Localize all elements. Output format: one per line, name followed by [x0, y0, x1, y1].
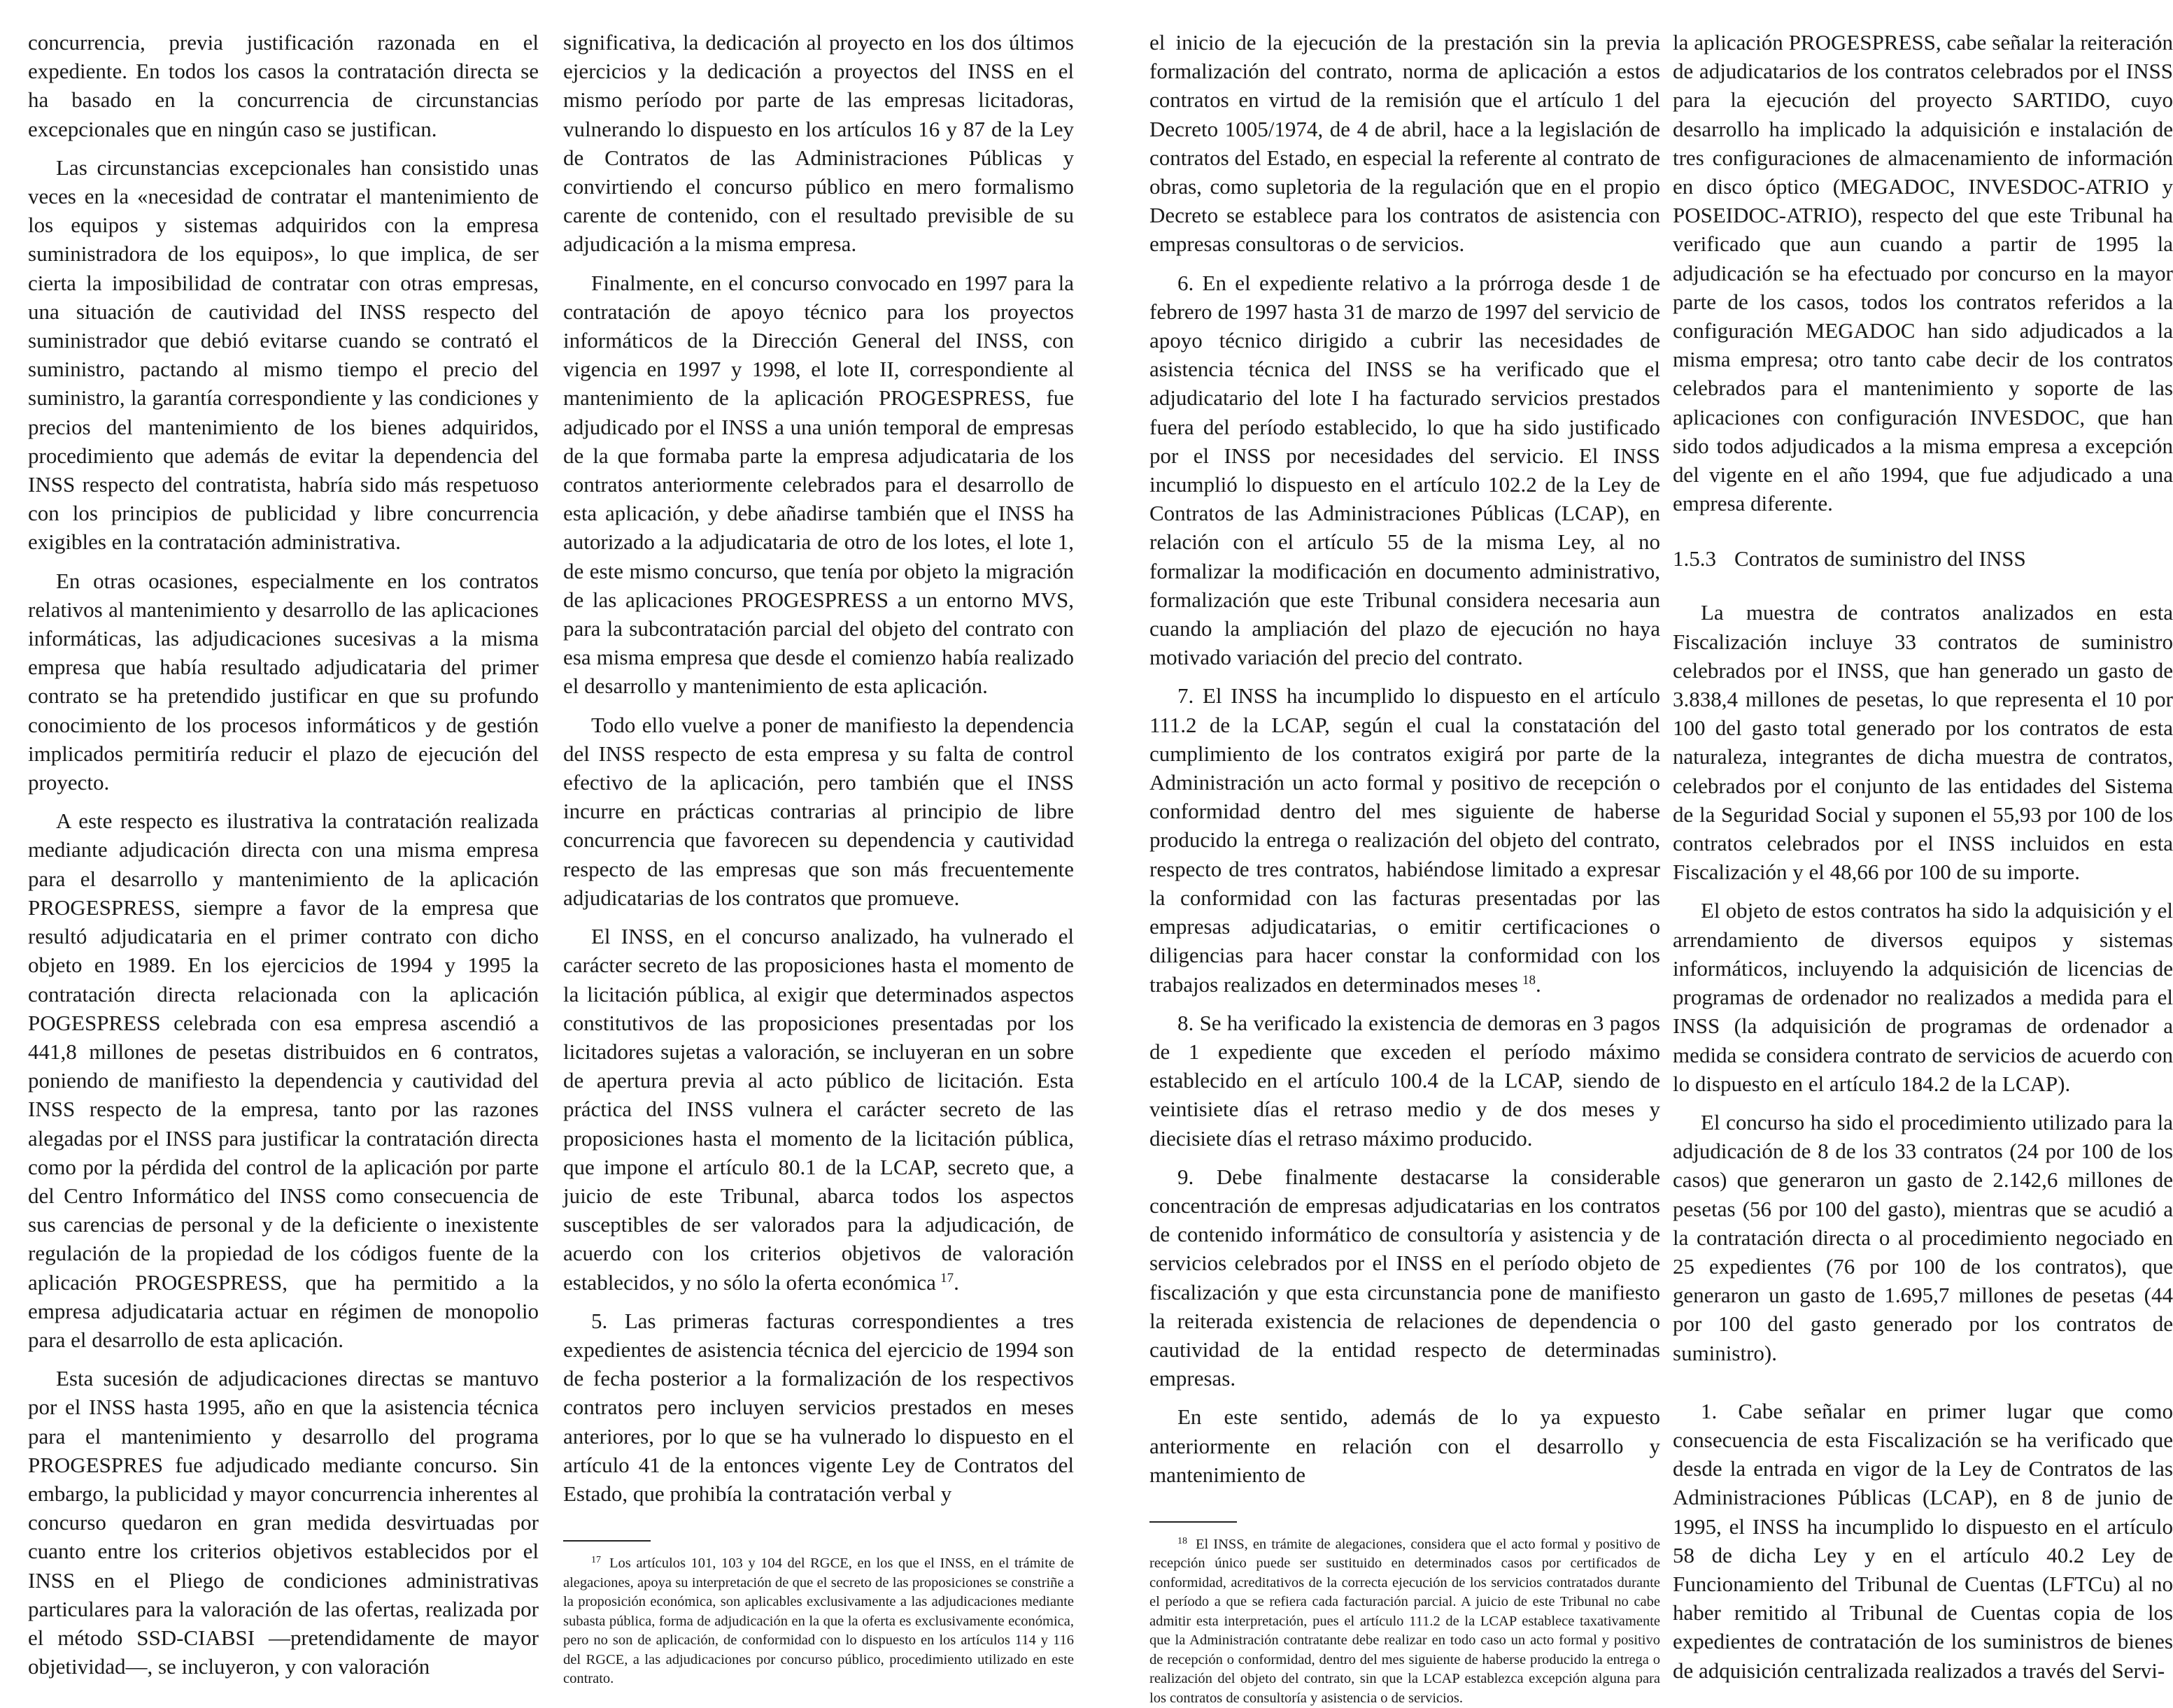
paragraph: El INSS, en el concurso analizado, ha vulnerado el carácter secreto de las proposiciones hasta el momento de la licitación pública, al exigir que determinados aspectos constitutivos de las proposiciones presentadas por los licitadores sujetas a valoración, se incluyeran en un sobre de apertura previa al acto público de licitación. Esta práctica del INSS vulnera el carácter secreto de las proposiciones hasta el momento de la licitación pública, que impone el artículo 80.1 de la LCAP, secreto que, a juicio de este Tribunal, abarca todos los aspectos susceptibles de ser valorados para la adjudicación, de acuerdo con los criterios objetivos de valoración establecidos, y no sólo la oferta económica $^{17}$.	[563, 924, 1074, 1295]
paragraph: Finalmente, en el concurso convocado en 1997 para la contratación de apoyo técnico para los proyectos informáticos de la Dirección General del INSS, con vigencia en 1997 y 1998, el lote II, correspondiente al mantenimiento de la aplicación PROGESPRESS, fue adjudicado por el INSS a una unión temporal de empresas de la que formaba parte la empresa adjudicataria de los contratos anteriormente celebrados para el desarrollo de esta aplicación, y debe añadirse también que el INSS ha autorizado a la adjudicataria de otro de los lotes, el lote 1, de este mismo concurso, que tenía por objeto la migración de las aplicaciones PROGESPRESS a un entorno MVS, para la subcontratación parcial del objeto del contrato con esa misma empresa que desde el comienzo había realizado el desarrollo y mantenimiento de esta aplicación.	[563, 270, 1074, 699]
paragraph: En este sentido, además de lo ya expuesto anteriormente en relación con el desarrollo y mantenimiento de	[1149, 1404, 1660, 1487]
paragraph: el inicio de la ejecución de la prestación sin la previa formalización del contrato, norma de aplicación a estos contratos en virtud de la remisión que el artículo 1 del Decreto 1005/1974, de 4 de abril, hace a la legislación de contratos del Estado, en especial la referente al contrato de obras, como supletoria de la regulación que en el propio Decreto se establece para los contratos de asistencia con empresas consultoras o de servicios.	[1149, 30, 1660, 257]
footnote-18	[1149, 1535, 1660, 1708]
right-page-column-1	[1149, 28, 1660, 1708]
left-page-column-2	[563, 28, 1074, 1689]
paragraph: Todo ello vuelve a poner de manifiesto la dependencia del INSS respecto de esta empresa y su falta de control efectivo de la aplicación, pero también que el INSS incurre en prácticas contrarias al principio de libre concurrencia que favorecen su dependencia y cautividad respecto de las empresas que son más frecuentemente adjudicatarias de los contratos que promueve.	[563, 712, 1074, 910]
footnote-mark: 18	[1177, 1535, 1187, 1546]
footnote-divider	[1149, 1521, 1237, 1523]
section-title: Contratos de suministro del INSS	[1734, 546, 2026, 571]
paragraph: A este respecto es ilustrativa la contratación realizada mediante adjudicación directa con una misma empresa para el desarrollo y mantenimiento de la aplicación PROGESPRESS, siempre a favor de la empresa que resultó adjudicataria en el primer contrato con dicho objeto en 1989. En los ejercicios de 1994 y 1995 la contratación directa relacionada con la aplicación POGESPRESS celebrada con esa empresa ascendió a 441,8 millones de pesetas distribuidos en 6 contratos, poniendo de manifiesto la dependencia y cautividad del INSS respecto de la empresa, tanto por las razones alegadas por el INSS para justificar la contratación directa como por la pérdida del control de la aplicación por parte del Centro Informático del INSS como consecuencia de sus carencias de personal y de la deficiente o inexistente regulación de la propiedad de los códigos fuente de la aplicación PROGESPRESS, que ha permitido a la empresa adjudicataria actuar en régimen de monopolio para el desarrollo de esta aplicación.	[28, 809, 539, 1352]
paragraph: 8. Se ha verificado la existencia de demoras en 3 pagos de 1 expediente que exceden el período máximo establecido en el artículo 100.4 de la LCAP, siendo de veintisiete días el retraso medio y de dos meses y diecisiete días el retraso máximo producido.	[1149, 1010, 1660, 1151]
paragraph: 1. Cabe señalar en primer lugar que como consecuencia de esta Fiscalización se ha verificado que desde la entrada en vigor de la Ley de Contratos de las Administraciones Públicas (LCAP), en 8 de junio de 1995, el INSS ha incumplido lo dispuesto en el artículo 58 de dicha Ley y en el artículo 40.2 Ley de Funcionamiento del Tribunal de Cuentas (LFTCu) al no haber remitido al Tribunal de Cuentas copia de los expedientes de contratación de los suministros de bienes de adquisición centralizada realizados a través del Servi-	[1673, 1398, 2173, 1683]
paragraph: 6. En el expediente relativo a la prórroga desde 1 de febrero de 1997 hasta 31 de marzo de 1997 del servicio de apoyo técnico dirigido a cubrir las necesidades de asistencia técnica del INSS se ha verificado que el adjudicatario del lote I ha facturado servicios prestados fuera del período establecido, lo que ha sido justificado por el INSS por necesidades del servicio. El INSS incumplió lo dispuesto en el artículo 102.2 de la Ley de Contratos de las Administraciones Públicas (LCAP), en relación con el artículo 55 de la misma Ley, al no formalizar la modificación en documento administrativo, formalización que este Tribunal considera necesaria aun cuando la ampliación del plazo de ejecución no haya motivado variación del precio del contrato.	[1149, 270, 1660, 670]
paragraph: La muestra de contratos analizados en esta Fiscalización incluye 33 contratos de suministro celebrados por el INSS, que han generado un gasto de 3.838,4 millones de pesetas, lo que representa el 10 por 100 del gasto total generado por los contratos de esta naturaleza, integrantes de dicha muestra de contratos, celebrados por el conjunto de las entidades del Sistema de la Seguridad Social y suponen el 55,93 por 100 de los contratos celebrados por el INSS incluidos en esta Fiscalización y el 48,66 por 100 de su importe.	[1673, 600, 2173, 885]
footnote-ref-18: 18	[1522, 972, 1536, 988]
paragraph: 5. Las primeras facturas correspondientes a tres expedientes de asistencia técnica del ejercicio de 1994 son de fecha posterior a la formalización de los respectivos contratos pero incluyen servicios prestados en meses anteriores, por lo que se ha vulnerado lo dispuesto en el artículo 41 de la entonces vigente Ley de Contratos del Estado, que prohibía la contratación verbal y	[563, 1308, 1074, 1506]
paragraph: El objeto de estos contratos ha sido la adquisición y el arrendamiento de diversos equipos y sistemas informáticos, incluyendo la adquisición de licencias de programas de ordenador no realizados a medida para el INSS (la adquisición de programas de ordenador a medida se considera contrato de servicios de acuerdo con lo dispuesto en el artículo 184.2 de la LCAP).	[1673, 898, 2173, 1096]
left-page	[0, 0, 1086, 1687]
paragraph-text: 7. El INSS ha incumplido lo dispuesto en el artículo 111.2 de la LCAP, según el cual la constatación del cumplimiento de los contratos exigirá por parte de la Administración un acto formal y positivo de recepción o conformidad dentro del mes siguiente de haberse producido la entrega o realización del objeto del contrato, respecto de tres contratos, habiéndose limitado a expresar la conformidad con las facturas presentadas por las empresas adjudicatarias, o emitir certificaciones o diligencias para hacer constar la conformidad con los trabajos realizados en determinados meses	[1149, 683, 1660, 997]
paragraph: En otras ocasiones, especialmente en los contratos relativos al mantenimiento y desarrollo de las aplicaciones informáticas, las adjudicaciones sucesivas a la misma empresa que había resultado adjudicataria del primer contrato se ha pretendido justificar en que su profundo conocimiento de los procesos informáticos y de gestión implicados permitiría reducir el plazo de ejecución del proyecto.	[28, 568, 539, 795]
paragraph: 7. El INSS ha incumplido lo dispuesto en el artículo 111.2 de la LCAP, según el cual la constatación del cumplimiento de los contratos exigirá por parte de la Administración un acto formal y positivo de recepción o conformidad dentro del mes siguiente de haberse producido la entrega o realización del objeto del contrato, respecto de tres contratos, habiéndose limitado a expresar la conformidad con las facturas presentadas por las empresas adjudicatarias, o emitir certificaciones o diligencias para hacer constar la conformidad con los trabajos realizados en determinados meses $^{18}$.	[1149, 683, 1660, 997]
paragraph: Esta sucesión de adjudicaciones directas se mantuvo por el INSS hasta 1995, año en que la asistencia técnica para el mantenimiento y desarrollo del programa PROGESPRES fue adjudicado mediante concurso. Sin embargo, la publicidad y mayor concurrencia inherentes al concurso quedaron en gran medida desvirtuadas por cuanto entre los criterios objetivos establecidos por el INSS en el Pliego de condiciones administrativas particulares para la valoración de las ofertas, realizada por el método SSD-CIABSI —pretendidamente de mayor objetividad—, se incluyeron, y con valoración	[28, 1366, 539, 1679]
footnote-17	[563, 1554, 1074, 1689]
left-page-column-1	[28, 28, 539, 1681]
section-heading	[1673, 544, 2173, 573]
paragraph: la aplicación PROGESPRESS, cabe señalar la reiteración de adjudicatarios de los contratos celebrados por el INSS para la ejecución del proyecto SARTIDO, cuyo desarrollo ha implicado la adquisición e instalación de tres configuraciones de almacenamiento de información en disco óptico (MEGADOC, INVESDOC-ATRIO y POSEIDOC-ATRIO), respecto del que este Tribunal ha verificado que aun cuando a partir de 1995 la adjudicación se ha efectuado por concurso en la mayor parte de los casos, todos los contratos referidos a la configuración MEGADOC han sido adjudicados a la misma empresa; otro tanto cabe decir de los contratos celebrados para el mantenimiento y soporte de las aplicaciones con configuración INVESDOC, que han sido todos adjudicados a la misma empresa a excepción del vigente en el año 1994, que fue adjudicado a una empresa diferente.	[1673, 30, 2173, 516]
paragraph: concurrencia, previa justificación razonada en el expediente. En todos los casos la contratación directa se ha basado en la concurrencia de circunstancias excepcionales que en ningún caso se justifican.	[28, 30, 539, 141]
section-number: 1.5.3	[1673, 546, 1716, 571]
right-page	[1086, 0, 2173, 1706]
paragraph: significativa, la dedicación al proyecto en los dos últimos ejercicios y la dedicación a proyectos del INSS en el mismo período por parte de las empresas licitadoras, vulnerando lo dispuesto en los artículos 16 y 87 de la Ley de Contratos de las Administraciones Públicas y convirtiendo el concurso público en mero formalismo carente de contenido, con el resultado previsible de su adjudicación a la misma empresa.	[563, 30, 1074, 257]
paragraph-text: El INSS, en el concurso analizado, ha vulnerado el carácter secreto de las proposiciones hasta el momento de la licitación pública, al exigir que determinados aspectos constitutivos de las proposiciones presentadas por los licitadores sujetas a valoración, se incluyeran en un sobre de apertura previa al acto público de licitación. Esta práctica del INSS vulnera el carácter secreto de las proposiciones hasta el momento de la licitación pública, que impone el artículo 80.1 de la LCAP, secreto que, a juicio de este Tribunal, abarca todos los aspectos susceptibles de ser valorados para la adjudicación, de acuerdo con los criterios objetivos de valoración establecidos, y no sólo la oferta económica	[563, 924, 1074, 1295]
footnote-ref-17: 17	[940, 1270, 954, 1286]
footnote-text: El INSS, en trámite de alegaciones, considera que el acto formal y positivo de recepción único puede ser sustituido en determinados casos por certificados de conformidad, acreditativos de la correcta ejecución de los servicios contratados durante el período a que se refiera cada facturación parcial. A juicio de este Tribunal no cabe admitir esta interpretación, pues el artículo 111.2 de la LCAP establece taxativamente que la Administración contratante debe realizar en todo caso un acto formal y positivo de recepción o conformidad, dentro del mes siguiente de haberse producido la entrega o realización del objeto del contrato, sin que la LCAP establezca excepción alguna para los contratos de consultoría y asistencia o de servicios.	[1149, 1536, 1660, 1706]
paragraph: El concurso ha sido el procedimiento utilizado para la adjudicación de 8 de los 33 contratos (24 por 100 de los casos) que generaron un gasto de 2.142,6 millones de pesetas (56 por 100 del gasto), mientras que se acudió a la contratación directa o al procedimiento negociado en 25 expedientes (76 por 100 de los contratos), que generaron un gasto de 1.695,7 millones de pesetas (44 por 100 del gasto generado por los contratos de suministro).	[1673, 1109, 2173, 1365]
right-page-column-2	[1673, 28, 2173, 1685]
footnote-mark: 17	[591, 1555, 601, 1566]
footnote-divider	[563, 1540, 651, 1542]
paragraph: 9. Debe finalmente destacarse la considerable concentración de empresas adjudicatarias en los contratos de contenido informático de consultoría y asistencia y de servicios celebrados por el INSS en el período objeto de fiscalización y que esta circunstancia pone de manifiesto la reiterada existencia de relaciones de dependencia o cautividad de la entidad respecto de determinadas empresas.	[1149, 1164, 1660, 1391]
paragraph: Las circunstancias excepcionales han consistido unas veces en la «necesidad de contratar el mantenimiento de los equipos y sistemas adquiridos con la empresa suministradora de los equipos», lo que implica, de ser cierta la imposibilidad de contratar con otras empresas, una situación de cautividad del INSS respecto del suministrador que debió evitarse cuando se contrató el suministro, pactando al mismo tiempo el precio del suministro, la garantía correspondiente y las condiciones y precios del mantenimiento de los bienes adquiridos, procedimiento que además de evitar la dependencia del INSS respecto del contratista, habría sido más respetuoso con los principios de publicidad y libre concurrencia exigibles en la contratación administrativa.	[28, 155, 539, 555]
footnote-text: Los artículos 101, 103 y 104 del RGCE, en los que el INSS, en el trámite de alegaciones, apoya su interpretación de que el secreto de las proposiciones se constriñe a la proposición económica, son aplicables exclusivamente a las adjudicaciones mediante subasta pública, forma de adjudicación en la que la oferta es exclusivamente económica, pero no son de aplicación, de conformidad con lo dispuesto en los artículos 114 y 116 del RGCE, a las adjudicaciones por concurso público, procedimiento utilizado en este contrato.	[563, 1556, 1074, 1687]
